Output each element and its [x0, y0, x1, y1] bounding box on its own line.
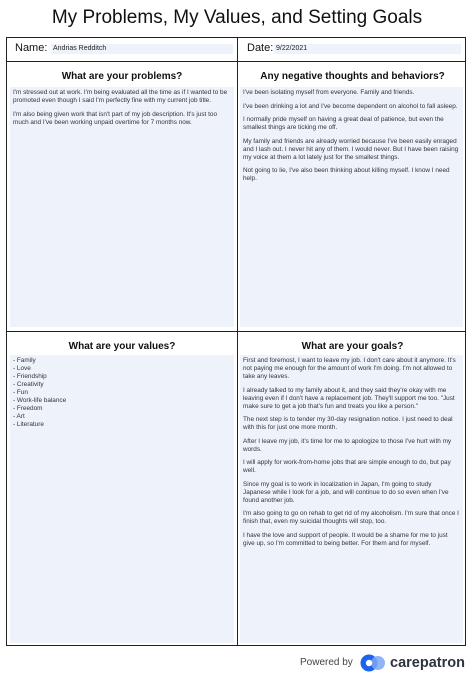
row-divider [7, 331, 465, 332]
values-list-item: - Literature [13, 421, 44, 428]
date-field[interactable]: 9/22/2021 [274, 44, 461, 54]
goals-title: What are your goals? [301, 341, 404, 352]
values-list-item: - Love [13, 365, 31, 372]
goals-textarea[interactable] [240, 355, 463, 643]
date-label: Date: [247, 42, 274, 54]
page-title: My Problems, My Values, and Setting Goals [51, 7, 423, 28]
worksheet [6, 37, 466, 646]
values-title: What are your values? [68, 341, 176, 352]
goals-paragraph: I will apply for work-from-home jobs that are simple enough to do, but pay well. [243, 459, 451, 474]
goals-paragraph: Since my goal is to work in localization in Japan, I'm going to study Japanese while I look for a job, and will continue to do so even when I've found another job. [243, 480, 449, 504]
name-field[interactable]: Andrias Redditch [51, 44, 233, 54]
carepatron-logo-icon [358, 654, 390, 672]
powered-by-label: Powered by [300, 657, 353, 668]
goals-paragraph: I have the love and support of people. It would be a shame for me to just give up, so I'm committed to being better. For them and for myself. [243, 531, 448, 547]
negative-paragraph: My family and friends are already worried because I've been easily enraged and I lash out. I never hit any of them. I would never. But I have been raising my voice at them a lot lately just for the smallest things. [243, 137, 459, 161]
goals-paragraph: I'm also going to go on rehab to get rid of my alcoholism. I'm sure that once I finish that, even my suicidal thoughts will stop, too. [243, 510, 459, 525]
values-list-item: - Family [13, 357, 36, 364]
values-list-item: - Fun [13, 389, 28, 396]
values-list-item: - Freedom [13, 405, 43, 412]
brand-name: carepatron [390, 655, 465, 671]
negative-paragraph: Not going to lie, I've also been thinking about killing myself. I know I need help. [243, 167, 450, 182]
values-list-item: - Art [13, 413, 25, 420]
problems-paragraph: I'm stressed out at work. I'm being evaluated all the time as if I wanted to be promoted even though I said I'm perfectly fine with my current job title. [13, 89, 228, 104]
values-list-item: - Friendship [13, 373, 47, 380]
values-list-item: - Creativity [13, 381, 44, 388]
negative-paragraph: I normally pride myself on having a great deal of patience, but even the smallest things are ticking me off. [243, 116, 444, 131]
problems-textarea[interactable] [10, 87, 234, 327]
goals-paragraph: I already talked to my family about it, and they said they're okay with me leaving even if I don't have a replacement job. They'll support me too. "Just make sure to get a job that's fun and treats you like a person." [243, 386, 455, 410]
negative-paragraph: I've been drinking a lot and I've become dependent on alcohol to fall asleep. [243, 102, 458, 110]
values-list-item: - Work-life balance [13, 397, 67, 404]
negative-textarea[interactable] [240, 87, 463, 327]
footer [300, 654, 470, 672]
header-divider [7, 61, 465, 62]
name-label: Name: [15, 42, 48, 54]
goals-paragraph: First and foremost, I want to leave my job. I don't care about it anymore. It's not paying me enough for the amount of work I'm doing. I'm not allowed to take any leaves. [243, 357, 456, 380]
problems-title: What are your problems? [61, 71, 183, 82]
negative-title: Any negative thoughts and behaviors? [260, 71, 445, 82]
negative-paragraph: I've been isolating myself from everyone. Family and friends. [243, 89, 415, 96]
values-textarea[interactable] [10, 355, 234, 643]
problems-paragraph: I'm also being given work that isn't part of my job description. It's just too much and I've been working unpaid overtime for 7 months now. [13, 110, 217, 126]
goals-paragraph: The next step is to tender my 30-day resignation notice. I just need to deal with this for just one more month. [243, 416, 453, 431]
goals-paragraph: After I leave my job, it's time for me to apologize to those I've hurt with my words. [243, 437, 452, 453]
